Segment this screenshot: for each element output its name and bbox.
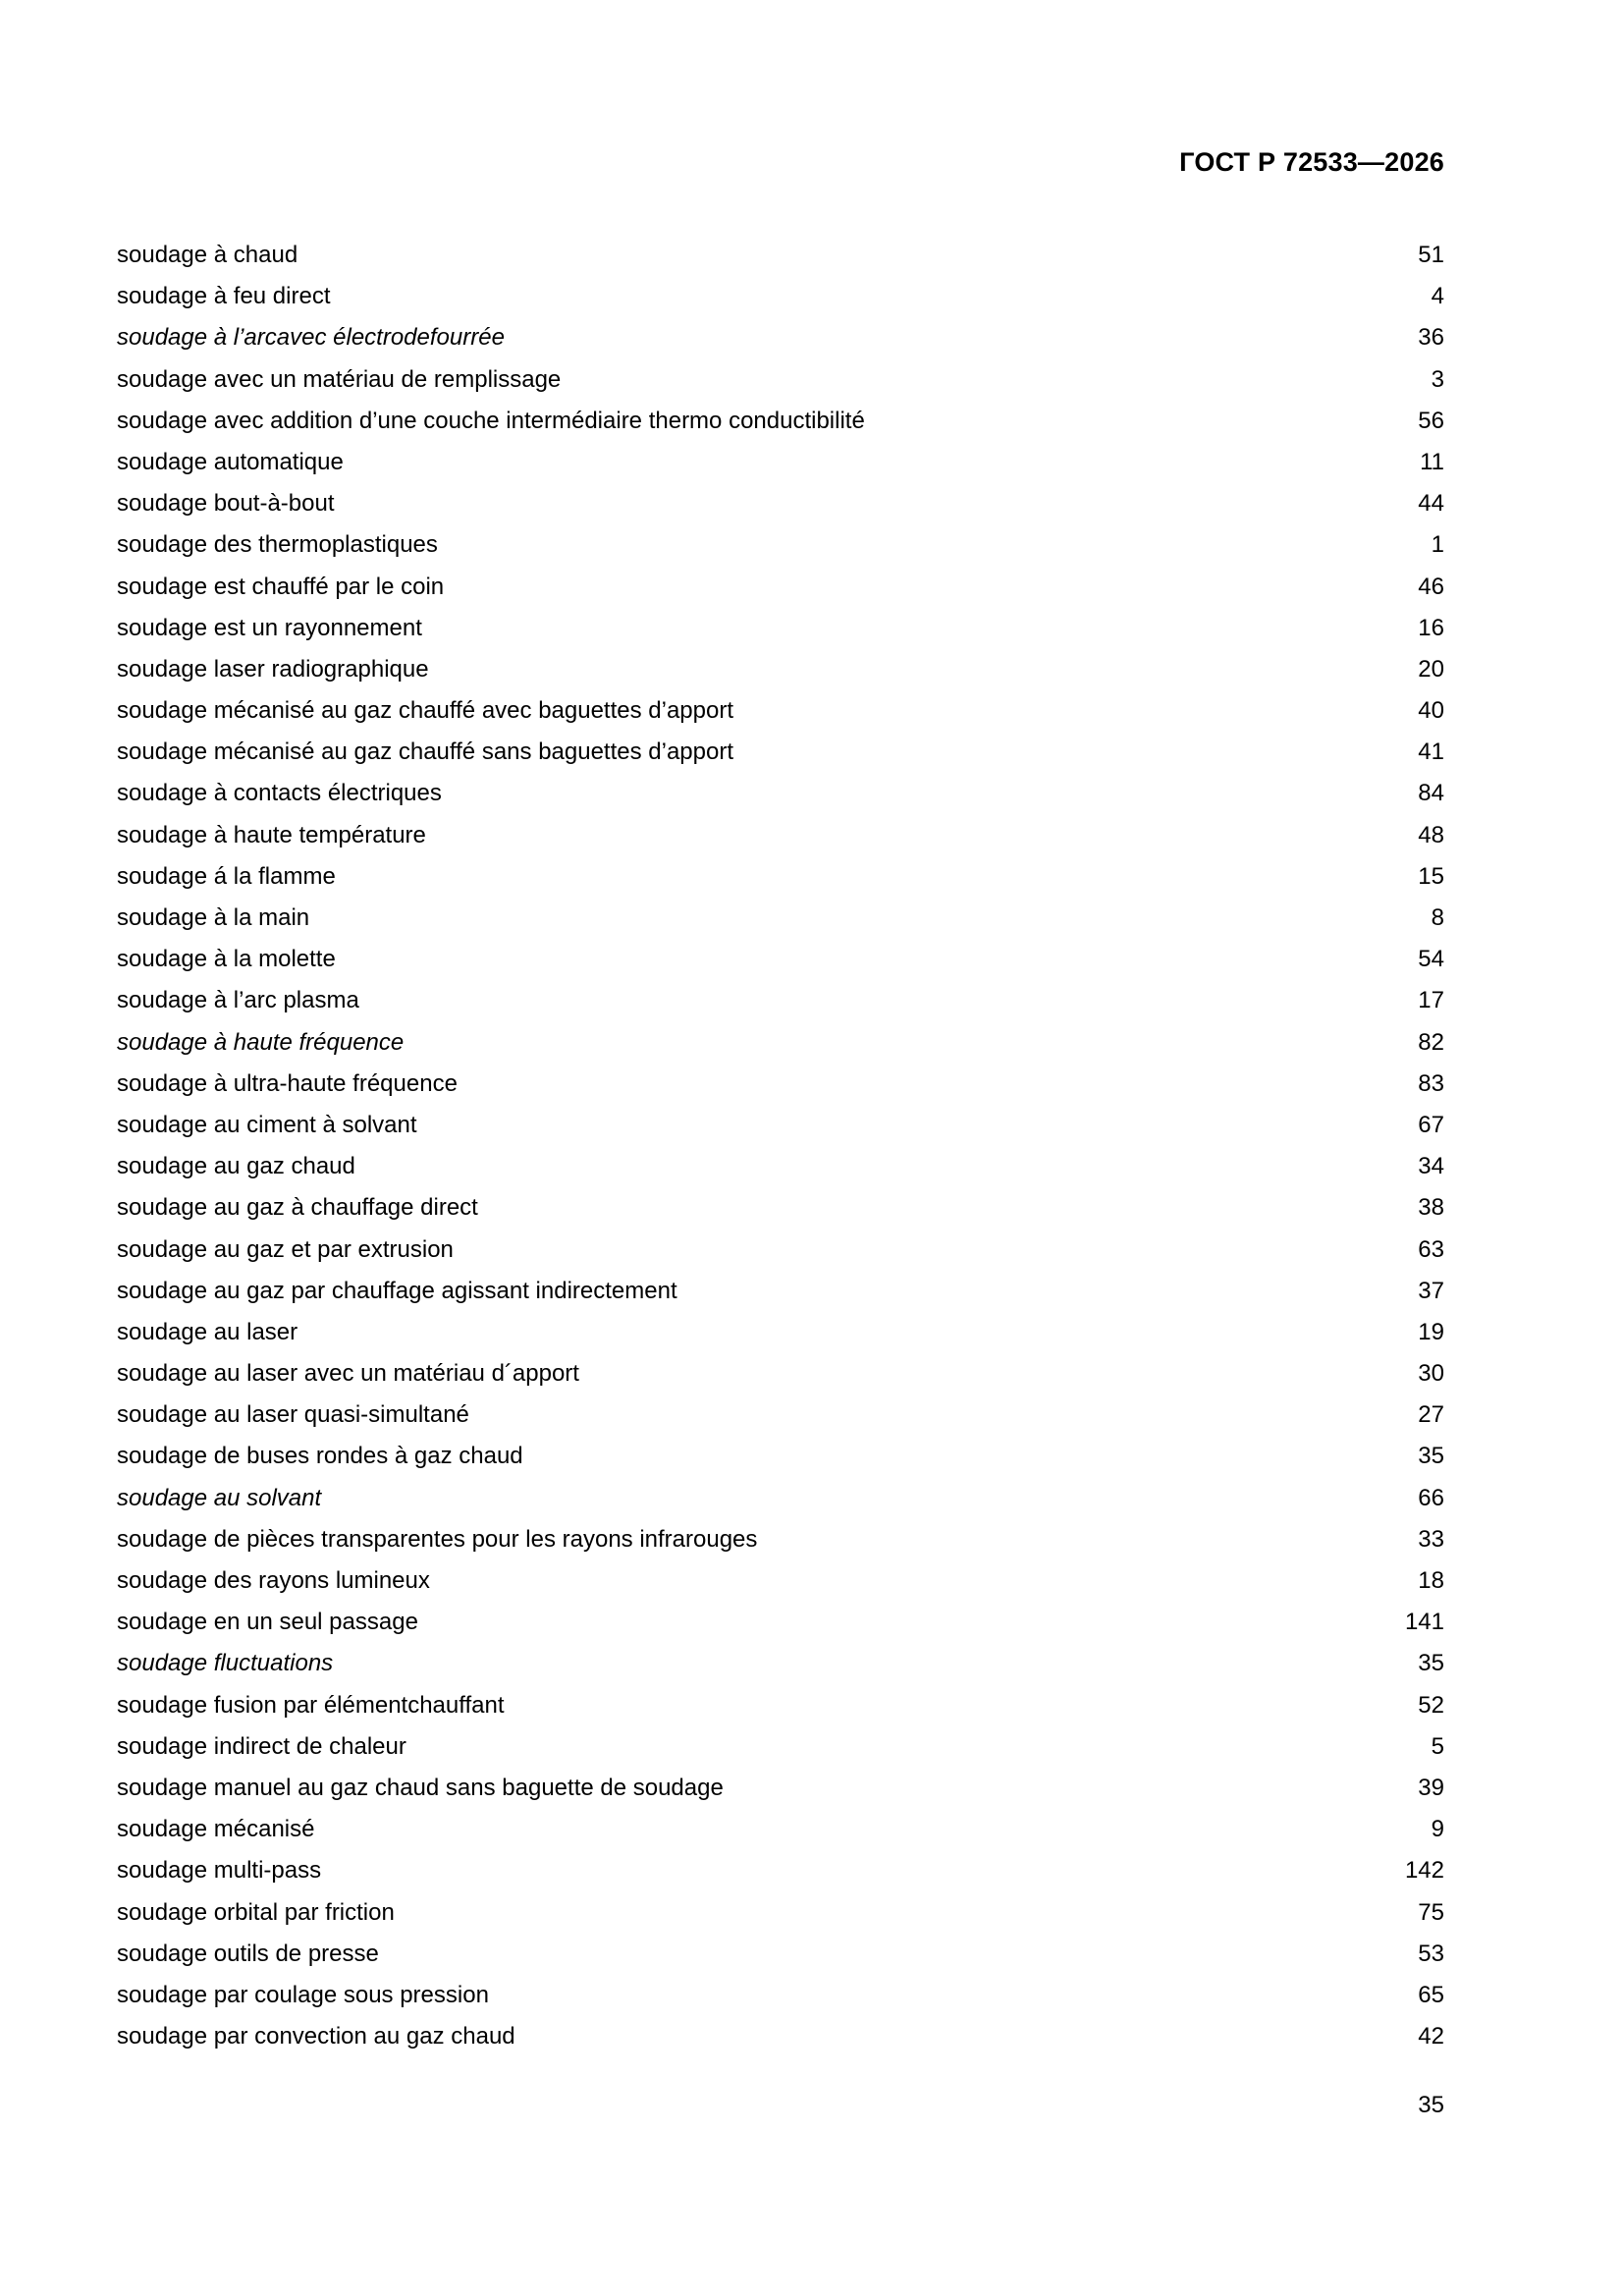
- index-term: soudage de pièces transparentes pour les rayons infrarouges: [117, 1525, 758, 1553]
- index-term: soudage au laser: [117, 1318, 298, 1345]
- index-term: soudage à ultra-haute fréquence: [117, 1069, 458, 1097]
- index-reference-number: 1: [1431, 531, 1444, 559]
- index-term: soudage outils de presse: [117, 1940, 379, 1967]
- index-term: soudage manuel au gaz chaud sans baguette de soudage: [117, 1774, 724, 1801]
- index-reference-number: 39: [1418, 1774, 1444, 1801]
- index-reference-number: 17: [1418, 987, 1444, 1014]
- page-header-standard: ГОСТ Р 72533—2026: [1179, 147, 1444, 177]
- index-term: soudage en un seul passage: [117, 1609, 418, 1636]
- index-term: soudage au laser quasi-simultané: [117, 1401, 469, 1429]
- index-reference-number: 48: [1418, 821, 1444, 848]
- index-reference-number: 63: [1418, 1235, 1444, 1263]
- index-entry: [117, 856, 1444, 898]
- index-reference-number: 52: [1418, 1691, 1444, 1719]
- index-entry: [117, 1850, 1444, 1891]
- index-entry: [117, 1312, 1444, 1353]
- index-entry: [117, 608, 1444, 649]
- index-reference-number: 83: [1418, 1069, 1444, 1097]
- index-entry: [117, 773, 1444, 814]
- index-term: soudage au ciment à solvant: [117, 1111, 417, 1138]
- index-reference-number: 35: [1418, 1650, 1444, 1677]
- index-entry: [117, 732, 1444, 773]
- index-entry: [117, 1271, 1444, 1312]
- index-entry: [117, 442, 1444, 483]
- index-reference-number: 65: [1418, 1981, 1444, 2008]
- index-entry: [117, 939, 1444, 980]
- index-term: soudage à haute fréquence: [117, 1028, 405, 1056]
- index-term: soudage au gaz chaud: [117, 1153, 355, 1180]
- index-term: soudage à la main: [117, 904, 310, 931]
- index-reference-number: 82: [1418, 1028, 1444, 1056]
- index-reference-number: 5: [1431, 1732, 1444, 1760]
- index-entry: [117, 649, 1444, 690]
- index-term: soudage est un rayonnement: [117, 614, 422, 641]
- index-reference-number: 8: [1431, 904, 1444, 931]
- index-reference-number: 20: [1418, 655, 1444, 683]
- index-entry: [117, 2016, 1444, 2057]
- index-term: soudage des rayons lumineux: [117, 1567, 430, 1594]
- index-entry: [117, 980, 1444, 1021]
- index-entry: [117, 898, 1444, 939]
- index-reference-number: 46: [1418, 573, 1444, 600]
- index-term: soudage avec addition d’une couche intermédiaire thermo conductibilité: [117, 407, 865, 434]
- index-term: soudage á la flamme: [117, 862, 336, 890]
- alphabetical-index: [117, 235, 1444, 2057]
- index-term: soudage bout-à-bout: [117, 490, 335, 518]
- index-term: soudage au gaz par chauffage agissant indirectement: [117, 1277, 677, 1304]
- index-entry: [117, 1230, 1444, 1271]
- index-entry: [117, 1022, 1444, 1064]
- index-reference-number: 34: [1418, 1153, 1444, 1180]
- index-term: soudage au solvant: [117, 1484, 322, 1511]
- index-entry: [117, 815, 1444, 856]
- index-term: soudage mécanisé au gaz chauffé avec baguettes d’apport: [117, 697, 734, 725]
- index-reference-number: 75: [1418, 1898, 1444, 1926]
- index-reference-number: 40: [1418, 697, 1444, 725]
- index-term: soudage à contacts électriques: [117, 780, 442, 807]
- index-reference-number: 11: [1420, 448, 1444, 475]
- index-entry: [117, 1146, 1444, 1187]
- index-entry: [117, 1934, 1444, 1975]
- index-entry: [117, 524, 1444, 566]
- index-reference-number: 37: [1418, 1277, 1444, 1304]
- index-reference-number: 16: [1418, 614, 1444, 641]
- index-term: soudage au gaz à chauffage direct: [117, 1194, 478, 1222]
- index-entry: [117, 1602, 1444, 1643]
- index-entry: [117, 1105, 1444, 1146]
- index-entry: [117, 1975, 1444, 2016]
- index-reference-number: 42: [1418, 2023, 1444, 2050]
- index-reference-number: 27: [1418, 1401, 1444, 1429]
- index-reference-number: 36: [1418, 324, 1444, 352]
- index-term: soudage mécanisé: [117, 1816, 315, 1843]
- index-entry: [117, 690, 1444, 732]
- index-term: soudage à l’arcavec électrodefourrée: [117, 324, 505, 352]
- index-entry: [117, 1892, 1444, 1934]
- index-term: soudage de buses rondes à gaz chaud: [117, 1443, 523, 1470]
- index-entry: [117, 483, 1444, 524]
- page-number: 35: [1418, 2092, 1444, 2118]
- index-entry: [117, 359, 1444, 401]
- index-term: soudage au laser avec un matériau d´apport: [117, 1360, 579, 1388]
- index-entry: [117, 1478, 1444, 1519]
- index-term: soudage à chaud: [117, 242, 298, 268]
- index-term: soudage à l’arc plasma: [117, 987, 359, 1014]
- index-term: soudage par convection au gaz chaud: [117, 2023, 515, 2050]
- index-term: soudage automatique: [117, 448, 344, 475]
- index-term: soudage multi-pass: [117, 1857, 322, 1885]
- index-reference-number: 142: [1404, 1857, 1444, 1885]
- index-reference-number: 30: [1418, 1360, 1444, 1388]
- index-term: soudage par coulage sous pression: [117, 1981, 489, 2008]
- index-entry: [117, 1809, 1444, 1850]
- index-reference-number: 38: [1418, 1194, 1444, 1222]
- index-term: soudage mécanisé au gaz chauffé sans baguettes d’apport: [117, 738, 734, 766]
- index-reference-number: 51: [1418, 242, 1444, 268]
- index-entry: [117, 1353, 1444, 1394]
- index-entry: [117, 1187, 1444, 1229]
- index-reference-number: 67: [1418, 1111, 1444, 1138]
- index-entry: [117, 1560, 1444, 1602]
- index-reference-number: 54: [1418, 946, 1444, 973]
- index-entry: [117, 567, 1444, 608]
- index-reference-number: 44: [1418, 490, 1444, 518]
- index-reference-number: 41: [1418, 738, 1444, 766]
- index-reference-number: 18: [1418, 1567, 1444, 1594]
- index-entry: [117, 1064, 1444, 1105]
- index-reference-number: 4: [1431, 283, 1444, 310]
- index-term: soudage à feu direct: [117, 283, 331, 310]
- index-entry: [117, 401, 1444, 442]
- index-term: soudage au gaz et par extrusion: [117, 1235, 454, 1263]
- index-reference-number: 53: [1418, 1940, 1444, 1967]
- index-reference-number: 19: [1418, 1318, 1444, 1345]
- index-reference-number: 3: [1431, 365, 1444, 393]
- index-entry: [117, 1436, 1444, 1477]
- index-reference-number: 9: [1431, 1816, 1444, 1843]
- index-term: soudage orbital par friction: [117, 1898, 395, 1926]
- index-entry: [117, 276, 1444, 317]
- index-entry: [117, 1768, 1444, 1809]
- index-entry: [117, 1685, 1444, 1726]
- index-reference-number: 141: [1404, 1609, 1444, 1636]
- index-term: soudage est chauffé par le coin: [117, 573, 445, 600]
- index-term: soudage fusion par élémentchauffant: [117, 1691, 505, 1719]
- index-reference-number: 33: [1418, 1525, 1444, 1553]
- index-term: soudage indirect de chaleur: [117, 1732, 406, 1760]
- index-entry: [117, 1394, 1444, 1436]
- index-entry: [117, 1519, 1444, 1560]
- index-entry: [117, 235, 1444, 276]
- index-entry: [117, 1726, 1444, 1768]
- index-term: soudage fluctuations: [117, 1650, 334, 1677]
- index-reference-number: 35: [1418, 1443, 1444, 1470]
- index-term: soudage à haute température: [117, 821, 426, 848]
- index-reference-number: 15: [1418, 862, 1444, 890]
- index-reference-number: 66: [1418, 1484, 1444, 1511]
- index-reference-number: 56: [1418, 407, 1444, 434]
- index-term: soudage à la molette: [117, 946, 336, 973]
- index-term: soudage avec un matériau de remplissage: [117, 365, 562, 393]
- index-entry: [117, 1643, 1444, 1684]
- index-entry: [117, 317, 1444, 358]
- index-term: soudage laser radiographique: [117, 655, 429, 683]
- index-reference-number: 84: [1418, 780, 1444, 807]
- index-term: soudage des thermoplastiques: [117, 531, 438, 559]
